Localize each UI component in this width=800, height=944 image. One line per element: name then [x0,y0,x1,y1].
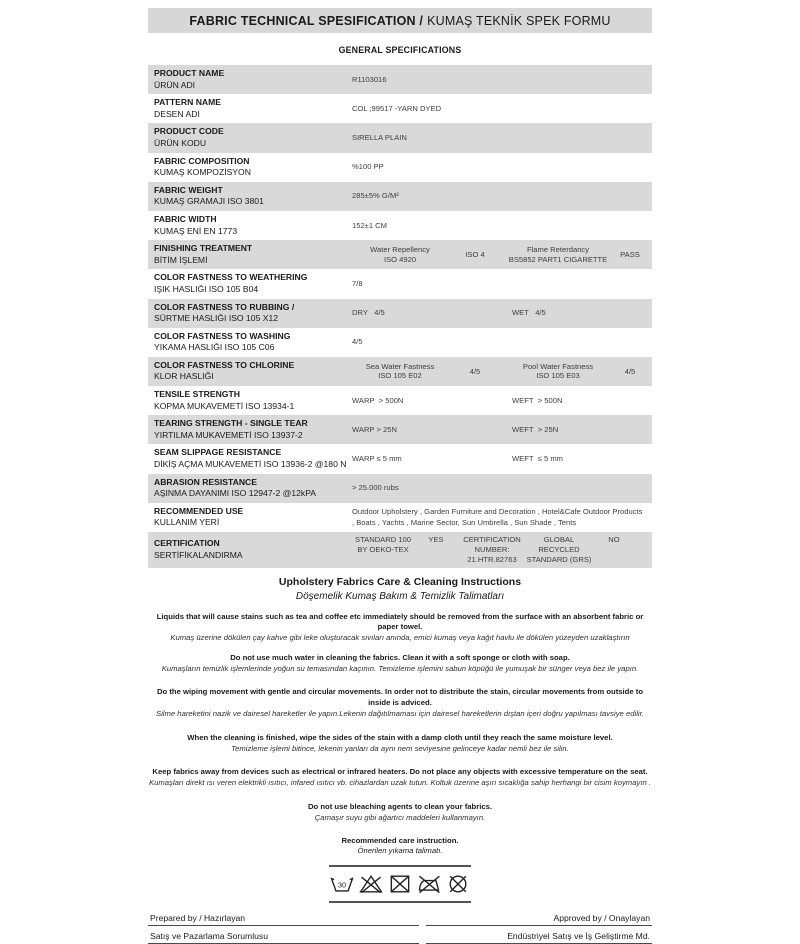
care-subtitle: Döşemelik Kumaş Bakım & Temizlik Talimatları [295,590,505,602]
table-row-product-name [148,65,652,94]
do-not-iron-icon [416,872,442,896]
row-label-en: COLOR FASTNESS TO CHLORINE [154,359,295,370]
care-paragraph: Liquids that will cause stains such as tea and coffee etc immediately should be removed from the surface with an absorbent fabric or paper towel. Kumaş üzerine dökülen çay kahve gibi leke oluşturacak sıvıları anında, emici kumaş veya kağıt havlu ile dökülen yüzeyden uzaklaştırın [156,611,644,643]
row-label-en: PRODUCT CODE [154,126,224,137]
row-value: Outdoor Upholstery , Garden Furniture and Decoration , Hotel&Cafe Outdoor Products , Boats , Yachts , Marine Sector, Sun Umbrella , Sun Shade , Tents [352,507,643,528]
care-note: Recommended care instruction. Önerilen yıkama talimatı. [341,835,459,856]
table-row-abrasion-resistance [148,474,652,503]
row-value-cell: STANDARD 100 BY OEKO-TEX [355,535,411,554]
care-paragraph: When the cleaning is finished, wipe the sides of the stain with a damp cloth until they reach the same moisture level. Temizleme işlemi bitince, lekenin yanları da aynı nem seviyesine gelinceye kadar nemli bez ile silin. [187,732,613,753]
table-row-fastness-chlorine [148,357,652,386]
row-label-tr: SERTİFİKALANDIRMA [154,549,243,560]
row-value: SIRELLA PLAIN [352,133,407,143]
table-row-seam-slippage [148,444,652,473]
table-row-fabric-composition [148,153,652,182]
row-value: 152±1 CM [352,220,387,230]
row-label-tr: KUMAŞ ENİ EN 1773 [154,225,238,236]
row-label-en: TEARING STRENGTH - SINGLE TEAR [154,418,308,429]
table-row-fabric-width [148,211,652,240]
row-value: WET 4/5 [512,308,546,318]
row-value: WEFT > 25N [512,424,559,434]
document-title [148,8,652,33]
prepared-by-label: Prepared by / Hazırlayan [148,913,419,926]
row-value-cell: Water Repellency ISO 4920 [370,244,430,264]
table-row-pattern-name [148,94,652,123]
row-value-cell: YES [428,535,444,544]
care-instructions-section [148,576,652,904]
approved-by-label: Approved by / Onaylayan [426,913,652,926]
care-paragraph: Keep fabrics away from devices such as electrical or infrared heaters. Do not place any objects with excessive temperature on the seat. Kumaşları direkt ısı veren elektrikli ısıtıcı, infared ısıtıcı vb. cihazlardan uzak tutun. Koltuk üzerine aşırı sıcaklığa sahip herhangi bir cisim koymayın . [148,767,652,788]
row-value: WEFT > 500N [512,395,563,405]
row-value-cell: NO [608,535,620,544]
table-row-tearing-strength [148,415,652,444]
spec-sheet [148,0,652,944]
row-label-en: PATTERN NAME [154,97,221,108]
signature-row-2 [148,931,652,944]
row-value: 4/5 [352,337,363,347]
row-label-en: FABRIC WEIGHT [154,184,223,195]
prepared-by-title: Satış ve Pazarlama Sorumlusu [148,931,419,944]
row-label-en: ABRASION RESISTANCE [154,476,257,487]
row-value-cell: PASS [620,249,640,259]
row-label-tr: YIKAMA HASLIĞI ISO 105 C06 [154,342,275,353]
row-value: 285±5% G/M² [352,191,399,201]
do-not-dry-clean-icon [445,872,471,896]
table-row-recommended-use [148,503,652,532]
care-title: Upholstery Fabrics Care & Cleaning Instructions [278,575,522,588]
row-label-en: CERTIFICATION [154,538,220,549]
row-label-en: COLOR FASTNESS TO RUBBING / [154,301,295,312]
do-not-bleach-icon [358,872,384,896]
table-row-fastness-rubbing [148,299,652,328]
row-value-cell: Pool Water Fastness ISO 105 E03 [522,361,594,381]
row-value-cell: GLOBAL RECYCLED STANDARD (GRS) [526,535,592,564]
wash-30-icon [329,872,355,896]
row-label-tr: YIRTILMA MUKAVEMETİ ISO 13937-2 [154,429,303,440]
row-label-tr: ÜRÜN ADI [154,79,196,90]
row-label-tr: AŞINMA DAYANIMI ISO 12947-2 @12kPA [154,488,317,499]
row-value-cell: 4/5 [469,366,481,376]
row-value-cell: Flame Reterdancy BS5852 PART1 CIGARETTE [508,244,608,264]
care-symbols-strip [329,865,471,903]
section-heading: GENERAL SPECIFICATIONS [338,45,462,55]
row-label-tr: KULLANIM YERİ [154,517,220,528]
row-label-tr: SÜRTME HASLIĞI ISO 105 X12 [154,313,279,324]
table-row-tensile-strength [148,386,652,415]
care-paragraph: Do the wiping movement with gentle and circular movements. In order not to distribute the stain, circular movements from outside to inside is adviced. Silme hareketini nazik ve dairesel hareketler ile yapın.Lekenin dağıtılmaması için dairesel hareketlerin dıştan içeri doğru yapılması tavsiye edilir. [155,687,645,719]
document-title-en: FABRIC TECHNICAL SPESIFICATION / [189,13,424,28]
table-row-certification [148,532,652,568]
row-label-tr: KOPMA MUKAVEMETİ ISO 13934-1 [154,400,295,411]
row-value: R1103016 [352,74,387,84]
do-not-tumble-dry-icon [387,872,413,896]
signature-block [148,913,652,944]
row-value-cell: 4/5 [624,366,636,376]
row-label-en: COLOR FASTNESS TO WEATHERING [154,272,308,283]
approved-by-title: Endüstriyel Satış ve İş Geliştirme Md. [426,931,652,944]
row-label-en: TENSILE STRENGTH [154,389,240,400]
row-label-tr: KUMAŞ GRAMAJI ISO 3801 [154,196,264,207]
row-value: COL ;99517 -YARN DYED [352,103,442,113]
row-value: 7/8 [352,278,363,288]
table-row-fastness-washing [148,328,652,357]
row-label-en: FINISHING TREATMENT [154,243,253,254]
document-title-tr: KUMAŞ TEKNİK SPEK FORMU [427,13,611,28]
row-label-tr: BİTİM İŞLEMİ [154,254,208,265]
row-label-en: COLOR FASTNESS TO WASHING [154,330,291,341]
row-label-tr: KLOR HASLIĞI [154,371,214,382]
row-value: > 25.000 rubs [352,483,399,493]
table-row-product-code [148,123,652,152]
row-value-cell: ISO 4 [465,249,485,259]
row-value: %100 PP [352,162,384,172]
row-label-tr: DİKİŞ AÇMA MUKAVEMETİ ISO 13936-2 @180 N [154,459,347,470]
row-label-en: SEAM SLIPPAGE RESISTANCE [154,447,282,458]
row-label-tr: ÜRÜN KODU [154,137,207,148]
row-value: WARP > 500N [352,395,404,405]
table-row-finishing-treatment [148,240,652,269]
row-value: WARP ≤ 5 mm [352,454,402,464]
row-value-cell: Sea Water Fastness ISO 105 E02 [365,361,435,381]
row-label-en: FABRIC WIDTH [154,213,217,224]
row-label-en: FABRIC COMPOSITION [154,155,250,166]
row-label-tr: IŞIK HASLIĞI ISO 105 B04 [154,283,259,294]
row-label-en: RECOMMENDED USE [154,505,244,516]
care-paragraph: Do not use much water in cleaning the fabrics. Clean it with a soft sponge or cloth with soap. Kumaşların temizlik işlemlerinde yoğun su temasından kaçının. Temizleme işlemini sabun köpüğü ile yumuşak bir sünger veya bez ile yapın. [161,652,639,673]
row-label-en: PRODUCT NAME [154,68,225,78]
row-value-cell: CERTIFICATION NUMBER: 21.HTR.82763 [463,535,521,564]
row-value: WARP > 25N [352,424,397,434]
svg-text:30: 30 [337,880,347,890]
row-label-tr: KUMAŞ KOMPOZİSYON [154,167,251,178]
row-value: DRY 4/5 [352,308,385,318]
table-row-fabric-weight [148,182,652,211]
table-row-fastness-weathering [148,269,652,298]
row-label-tr: DESEN ADI [154,108,200,119]
row-value: WEFT ≤ 5 mm [512,454,563,464]
care-paragraph: Do not use bleaching agents to clean your fabrics. Çamaşır suyu gibi ağartıcı maddeleri kullanmayın. [307,801,493,822]
signature-row-1 [148,913,652,926]
